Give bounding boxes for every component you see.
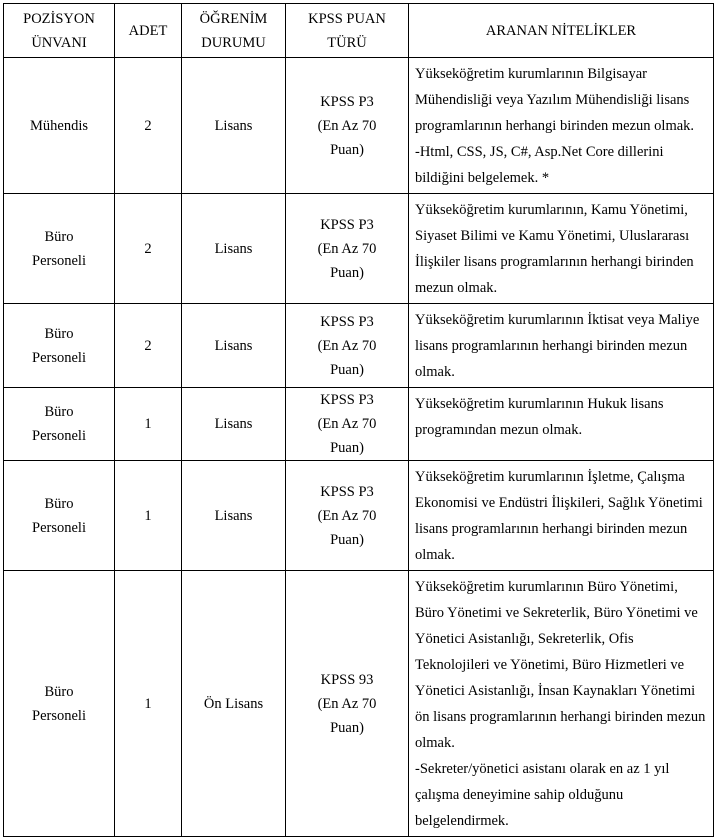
score-type-cell-line: Puan) — [330, 361, 364, 378]
qualifications-cell-line: Yükseköğretim kurumlarının İktisat veya Maliye lisans programlarının herhangi birinden mezun olmak. — [415, 312, 700, 380]
job-positions-table — [3, 3, 714, 837]
score-type-cell-line: KPSS 93 — [320, 671, 374, 688]
score-type-cell-line: (En Az 70 — [317, 507, 377, 524]
count-cell: 1 — [115, 461, 182, 571]
header-position — [4, 4, 115, 58]
education-cell: Lisans — [182, 304, 286, 388]
qualifications-cell-line: Yükseköğretim kurumlarının Hukuk lisans programından mezun olmak. — [415, 396, 664, 438]
score-type-cell-line: Puan) — [330, 141, 364, 158]
education-cell: Lisans — [182, 194, 286, 304]
qualifications-cell-line: Yükseköğretim kurumlarının İşletme, Çalışma Ekonomisi ve Endüstri İlişkileri, Sağlık Yönetimi lisans programlarının herhangi birinden mezun olmak. — [415, 469, 703, 563]
qualifications-cell-line: Yükseköğretim kurumlarının Büro Yönetimi, Büro Yönetimi ve Sekreterlik, Büro Yönetimi ve Yönetici Asistanlığı, Sekreterlik, Ofis Teknolojileri ve Yönetimi, Büro Hizmetleri ve Yönetici Asistanlığı, İnsan Kaynakları Yönetimi ön lisans programlarının herhangi birinden mezun olmak. — [415, 579, 706, 751]
score-type-cell-line: KPSS P3 — [320, 216, 374, 233]
score-type-cell-line: KPSS P3 — [320, 93, 374, 110]
table-row — [4, 58, 714, 194]
score-type-cell — [286, 388, 409, 461]
header-education-line: DURUMU — [201, 34, 266, 51]
score-type-cell-line: (En Az 70 — [317, 117, 377, 134]
table-row — [4, 194, 714, 304]
position-cell-line: Mühendis — [30, 117, 88, 134]
score-type-cell-line: Puan) — [330, 531, 364, 548]
qualifications-cell — [409, 304, 714, 388]
header-qualifications — [409, 4, 714, 58]
count-cell: 2 — [115, 194, 182, 304]
position-cell-line: Büro — [44, 683, 74, 700]
score-type-cell-line: (En Az 70 — [317, 695, 377, 712]
position-cell — [4, 461, 115, 571]
score-type-cell — [286, 58, 409, 194]
header-count-label: ADET — [128, 22, 168, 39]
header-row — [4, 4, 714, 58]
header-score-type-line: KPSS PUAN — [308, 10, 386, 27]
position-cell-line: Personeli — [32, 428, 86, 444]
count-cell: 2 — [115, 304, 182, 388]
score-type-cell — [286, 571, 409, 837]
position-cell-line: Büro — [44, 228, 74, 245]
position-cell-line: Büro — [44, 325, 74, 342]
qualifications-cell — [409, 461, 714, 571]
score-type-cell-line: (En Az 70 — [317, 416, 377, 432]
table-row — [4, 304, 714, 388]
position-cell — [4, 571, 115, 837]
count-cell: 2 — [115, 58, 182, 194]
score-type-cell-line: Puan) — [330, 440, 364, 456]
score-type-cell — [286, 194, 409, 304]
qualifications-cell-line: -Sekreter/yönetici asistanı olarak en az 1 yıl çalışma deneyimine sahip olduğunu belgelendirmek. — [415, 761, 670, 829]
score-type-cell-line: KPSS P3 — [320, 483, 374, 500]
qualifications-cell — [409, 194, 714, 304]
position-cell-line: Büro — [44, 495, 74, 512]
table-row — [4, 571, 714, 837]
qualifications-cell-line: Yükseköğretim kurumlarının Bilgisayar Mühendisliği veya Yazılım Mühendisliği lisans programlarının herhangi birinden mezun olmak. — [415, 66, 695, 134]
table-row — [4, 388, 714, 461]
score-type-cell-line: Puan) — [330, 719, 364, 736]
header-position-line: POZİSYON — [23, 10, 95, 27]
score-type-cell-line: KPSS P3 — [320, 313, 374, 330]
qualifications-cell-line: -Html, CSS, JS, C#, Asp.Net Core dillerini bildiğini belgelemek. * — [415, 144, 664, 186]
table-body — [4, 58, 714, 837]
score-type-cell-line: KPSS P3 — [320, 392, 374, 408]
score-type-cell — [286, 461, 409, 571]
header-education-line: ÖĞRENİM — [199, 10, 268, 27]
table-header — [4, 4, 714, 58]
header-score-type — [286, 4, 409, 58]
score-type-cell — [286, 304, 409, 388]
education-cell: Lisans — [182, 461, 286, 571]
qualifications-cell — [409, 571, 714, 837]
qualifications-cell — [409, 58, 714, 194]
position-cell-line: Personeli — [32, 519, 86, 536]
header-position-line: ÜNVANI — [31, 34, 87, 51]
score-type-cell-line: (En Az 70 — [317, 337, 377, 354]
position-cell-line: Personeli — [32, 252, 86, 269]
position-cell-line: Büro — [44, 404, 74, 420]
count-cell: 1 — [115, 571, 182, 837]
qualifications-cell-line: Yükseköğretim kurumlarının, Kamu Yönetimi, Siyaset Bilimi ve Kamu Yönetimi, Uluslararası İlişkiler lisans programlarının herhangi birinden mezun olmak. — [415, 202, 694, 296]
header-count — [115, 4, 182, 58]
header-education — [182, 4, 286, 58]
position-cell-line: Personeli — [32, 707, 86, 724]
position-cell-line: Personeli — [32, 349, 86, 366]
count-cell: 1 — [115, 388, 182, 461]
position-cell — [4, 194, 115, 304]
position-cell — [4, 58, 115, 194]
education-cell: Ön Lisans — [182, 571, 286, 837]
header-score-type-line: TÜRÜ — [327, 34, 367, 51]
education-cell: Lisans — [182, 58, 286, 194]
education-cell: Lisans — [182, 388, 286, 461]
position-cell — [4, 388, 115, 461]
score-type-cell-line: (En Az 70 — [317, 240, 377, 257]
header-qualifications-label: ARANAN NİTELİKLER — [485, 22, 637, 39]
position-cell — [4, 304, 115, 388]
table-row — [4, 461, 714, 571]
score-type-cell-line: Puan) — [330, 264, 364, 281]
qualifications-cell — [409, 388, 714, 461]
